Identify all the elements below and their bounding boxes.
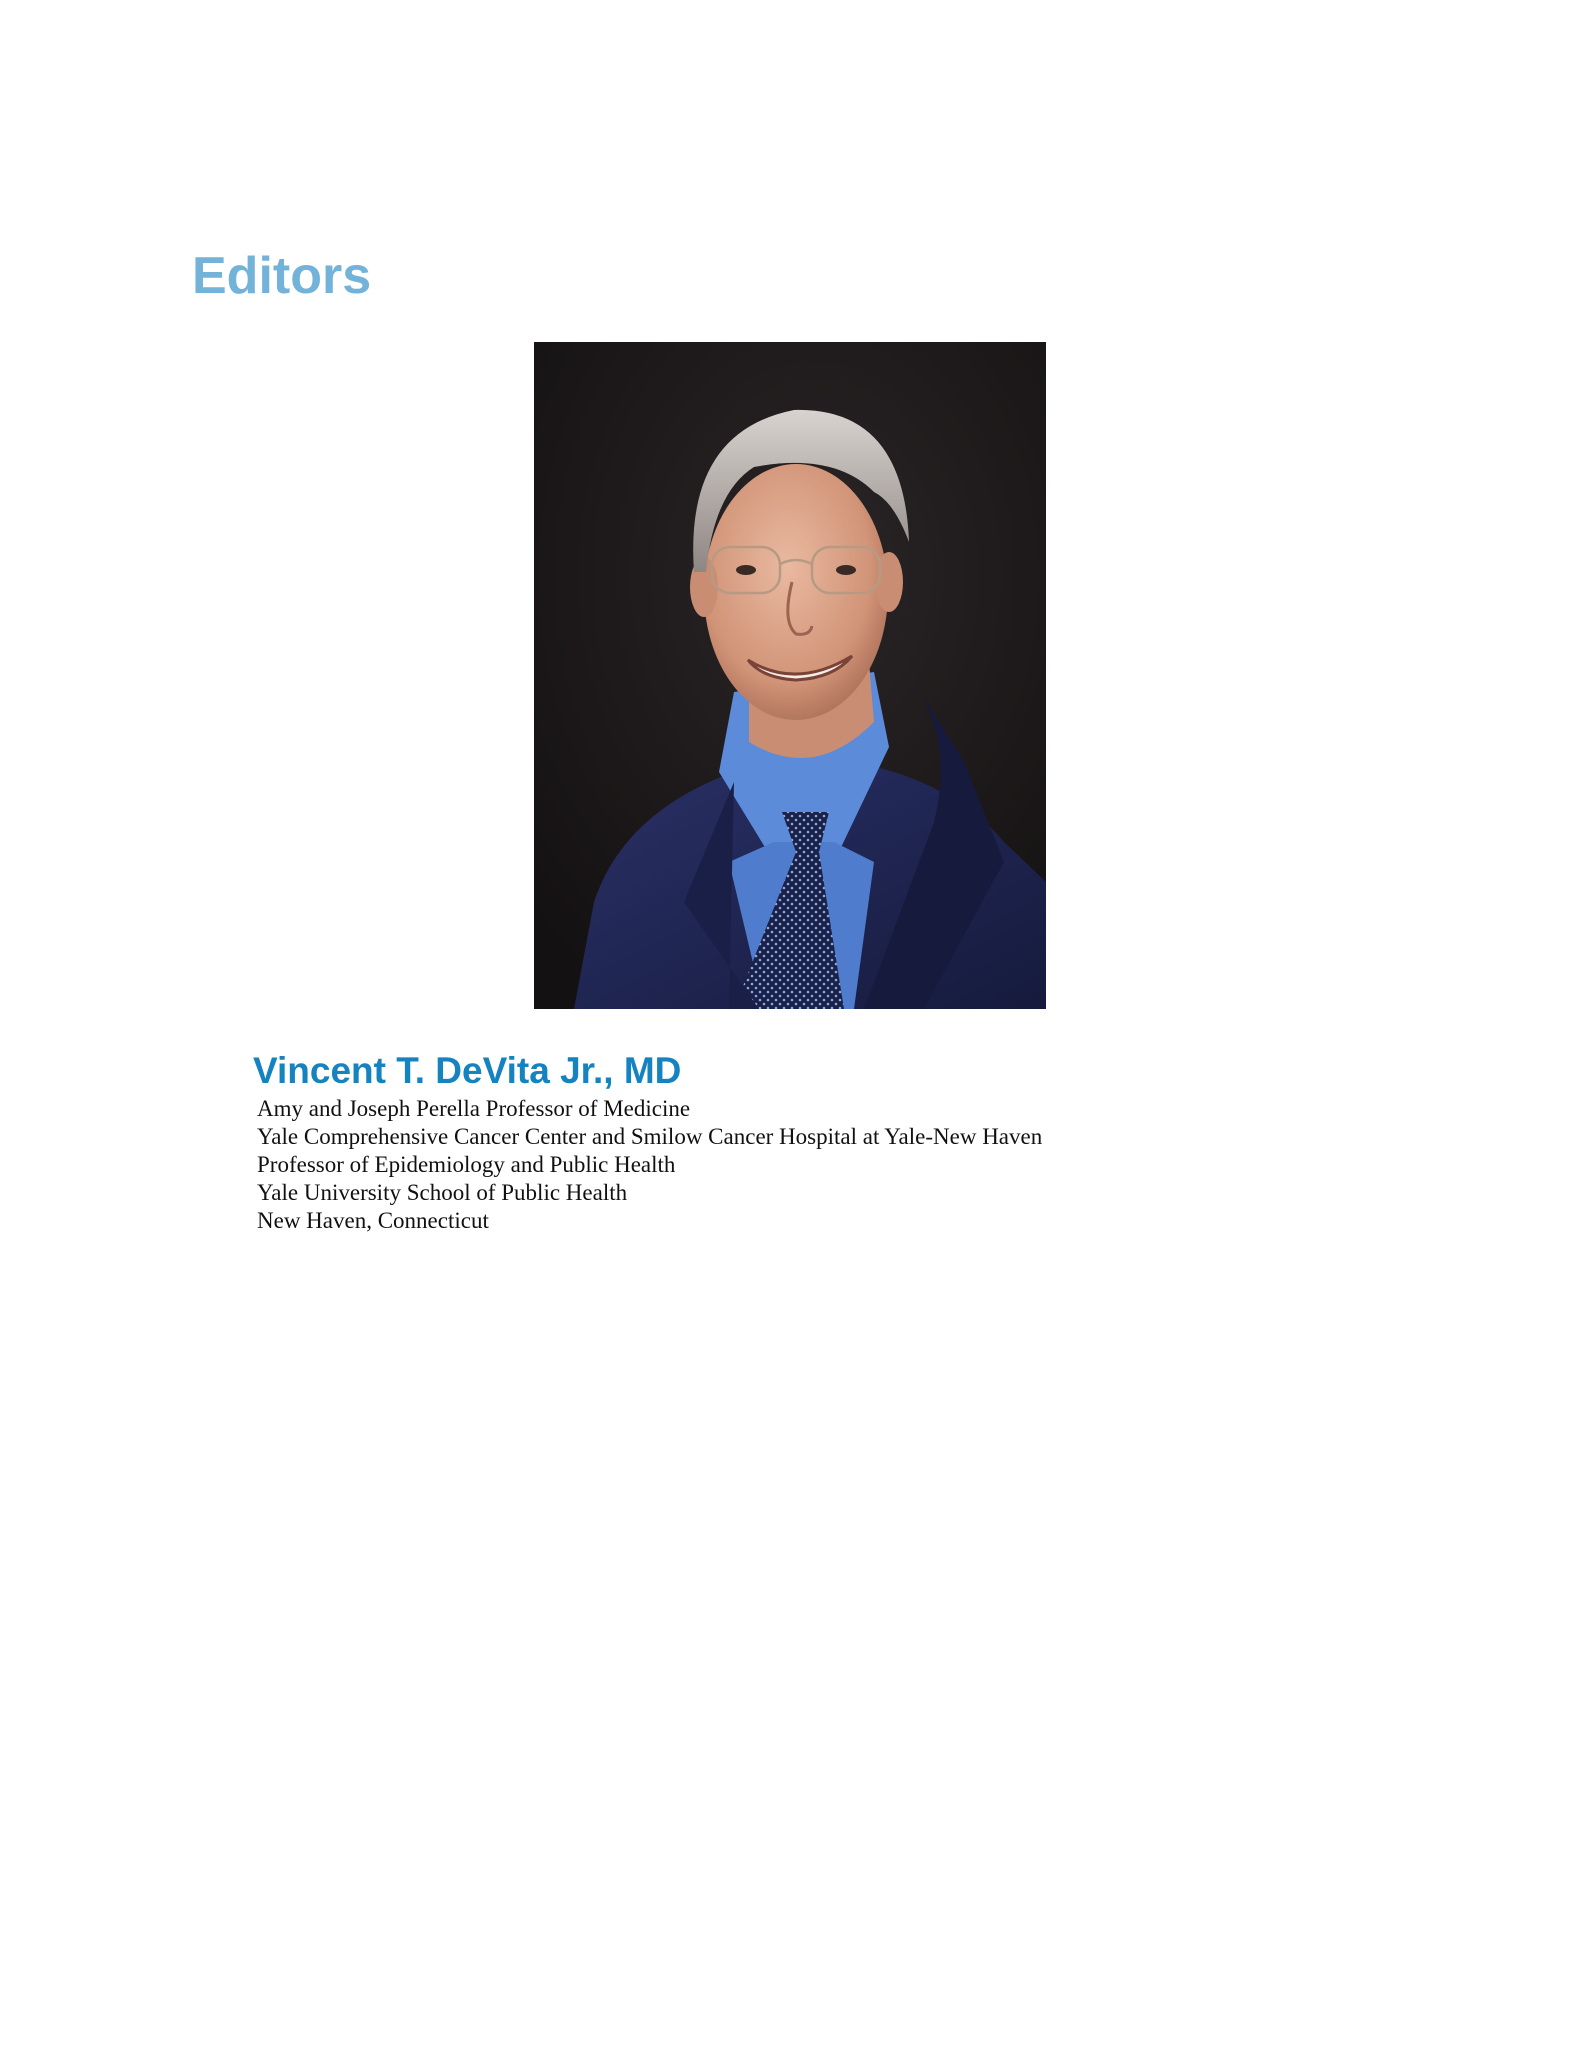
affiliation-line: New Haven, Connecticut [257,1208,489,1233]
affiliation-line: Professor of Epidemiology and Public Health [257,1152,676,1177]
affiliation-line: Yale University School of Public Health [257,1180,628,1205]
editor-name: Vincent T. DeVita Jr., MD [253,1050,682,1091]
affiliation-line: Amy and Joseph Perella Professor of Medicine [257,1096,691,1121]
editor-portrait [534,342,1046,1009]
affiliation-line: Yale Comprehensive Cancer Center and Smilow Cancer Hospital at Yale-New Haven [257,1124,1043,1149]
section-heading: Editors [192,247,372,305]
editor-affiliations [257,1095,1042,1235]
